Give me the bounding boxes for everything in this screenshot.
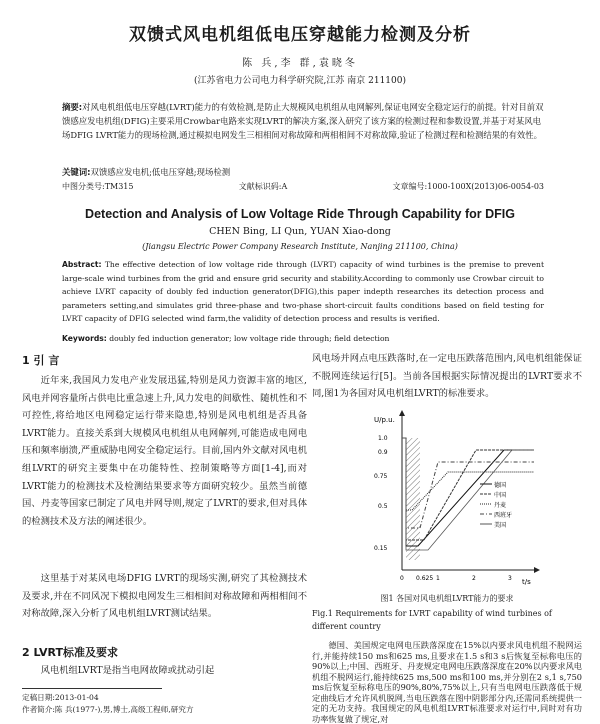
keywords-cn-label: 关键词: bbox=[62, 167, 91, 177]
y-axis-label: U/p.u. bbox=[374, 416, 395, 424]
abstract-cn-text: 对风电机组低电压穿越(LVRT)能力的有效检测,是防止大规模风电机组从电网解列,保证电网安全稳定运行的前提。针对目前双馈感应发电机组(DFIG)主要采用Crowbar电路来实现LVRT的解决方案,深入研究了该方案的检测过程和参数设置,并基于对某风电场DFIG LVRT能力的现场检测,通过模拟电网发生三相相间对称故障和两相相间不对称故障,验证了检测过程和检测结果的有效性。 bbox=[62, 102, 544, 140]
section-2-paragraph-1: 风电机组LVRT是指当电网故障或扰动引起 bbox=[40, 665, 215, 676]
keywords-cn-text: 双馈感应发电机;低电压穿越;现场检测 bbox=[90, 167, 231, 177]
y-axis-arrow bbox=[399, 410, 405, 416]
legend-label-4: 西班牙 bbox=[494, 512, 513, 519]
x-tick-2: 0.625 bbox=[416, 575, 434, 582]
article-number: 文章编号:1000-100X(2013)06-0054-03 bbox=[392, 182, 544, 191]
document-code: 文献标识码:A bbox=[238, 182, 288, 191]
received-date: 定稿日期:2013-01-04 bbox=[22, 693, 99, 702]
section-1-paragraph-1: 近年来,我国风力发电产业发展迅猛,特别是风力资源丰富的地区,风电并网容量所占供电比重急速上升,风力发电的间歇性、随机性和不可控性,将给地区电网稳定运行带来隐患,特别是风电机组是否具备LVRT能力。直接关系到大规模风电机组从电网解列,可能造成电网电压和频率崩溃,严重威胁电网安全稳定运行。目前,国内外文献对风电机组LVRT的研究主要集中在功能特性、控制策略等方面[1-4],而对LVRT能力的检测技术及检测结果要求等方面研究较少。虽然当前德国、丹麦等国家已制定了风电并网导则,规定了LVRT的要求,但对具体的检测技术及方法的阐述很少。 bbox=[22, 375, 307, 527]
abstract-cn-label: 摘要: bbox=[62, 102, 83, 112]
legend-label-3: 丹麦 bbox=[494, 502, 507, 509]
authors-en: CHEN Bing, LI Qun, YUAN Xiao-dong bbox=[209, 226, 391, 237]
abstract-en-text: The effective detection of low voltage ride through (LVRT) capacity of wind turbines is the premise to prevent large-scale wind turbines from the grid and ensure grid security and stability.According to commonly use Crowbar circuit to achieve LVRT capacity of doubly fed induction generator(DFIG),this paper indepth researches its detection process and parameters setting,and simulates grid three-phase and two-phase short-circuit faults conditions based on field testing for LVRT capacity of DFIG selected wind farm,the validity of detection process and results is verified. bbox=[62, 260, 544, 323]
figure-caption-cn: 图1 各国对风电机组LVRT能力的要求 bbox=[380, 594, 514, 603]
paper-title-en: Detection and Analysis of Low Voltage Ride Through Capability for DFIG bbox=[85, 207, 515, 221]
keywords-en bbox=[62, 334, 544, 343]
y-tick-3: 0.75 bbox=[374, 473, 388, 480]
affiliation-en: (Jiangsu Electric Power Company Research Institute, Nanjing 211100, China) bbox=[142, 242, 458, 251]
curve-usa bbox=[402, 438, 534, 550]
x-tick-3: 1 bbox=[436, 575, 440, 582]
curve-germany bbox=[402, 438, 534, 546]
legend-label-5: 美国 bbox=[494, 522, 507, 529]
y-tick-4: 0.5 bbox=[378, 503, 388, 510]
abstract-en-label: Abstract: bbox=[62, 260, 102, 269]
y-tick-5: 0.15 bbox=[374, 545, 388, 552]
figure-legend bbox=[480, 481, 512, 529]
clc-number: 中图分类号:TM315 bbox=[62, 182, 134, 191]
authors-cn: 陈 兵,李 群,袁晓冬 bbox=[242, 58, 358, 69]
legend-label-2: 中国 bbox=[494, 492, 507, 499]
legend-label-1: 德国 bbox=[494, 482, 507, 489]
curve-denmark bbox=[402, 438, 534, 510]
curve-china bbox=[402, 438, 534, 540]
right-paragraph-2: 德国、美国规定电网电压跌落深度在15%以内要求风电机组不脱网运行,并能持续150 ms和625 ms,且要求在1.5 s和3 s后恢复至标称电压的90%以上;中国、西班牙、丹麦规定电网电压跌落深度在20%以内要求风电机组不脱网运行,能持续625 ms,500 ms和100 ms,并分别在2 s,1 s,750 ms后恢复至标称电压的90%,80%,75%以上,只有当电网电压跌落低于规定曲线后才允许风机脱网,当电压跌落在图中阴影部分内,还需同系统提供一定的无功支持。我国规定的风电机组LVRT标准要求对运行中,同时对有功功率恢复做了规定,对 bbox=[312, 640, 582, 724]
x-axis-arrow bbox=[534, 567, 540, 573]
affiliation-cn: (江苏省电力公司电力科学研究院,江苏 南京 211100) bbox=[194, 76, 406, 86]
abstract-en bbox=[62, 258, 544, 326]
section-2-heading: 2 LVRT标准及要求 bbox=[22, 646, 118, 659]
x-tick-1: 0 bbox=[400, 575, 404, 582]
abstract-cn bbox=[62, 100, 544, 142]
x-axis-label: t/s bbox=[522, 578, 531, 586]
author-bio: 作者简介:陈 兵(1977-),男,博士,高级工程师,研究方 bbox=[22, 705, 194, 714]
x-tick-5: 3 bbox=[508, 575, 512, 582]
paper-title-cn: 双馈式风电机组低电压穿越能力检测及分析 bbox=[129, 25, 471, 45]
right-paragraph-1: 风电场并网点电压跌落时,在一定电压跌落范围内,风电机组能保证不脱网连续运行[5]。当前各国根据实际情况提出的LVRT要求不同,图1为各国对风电机组LVRT的标准要求。 bbox=[312, 353, 582, 400]
classification-row bbox=[62, 181, 544, 192]
x-tick-4: 2 bbox=[472, 575, 476, 582]
figure-caption-en: Fig.1 Requirements for LVRT capability of wind turbines of different country bbox=[312, 609, 552, 631]
y-tick-1: 1.0 bbox=[378, 435, 388, 442]
keywords-en-label: Keywords: bbox=[62, 334, 107, 343]
lvrt-requirement-figure bbox=[372, 410, 542, 588]
y-tick-2: 0.9 bbox=[378, 449, 388, 456]
keywords-en-text: doubly fed induction generator; low voltage ride through; field detection bbox=[109, 334, 390, 343]
curve-spain bbox=[402, 438, 534, 528]
shaded-region bbox=[406, 438, 420, 560]
keywords-cn bbox=[62, 165, 544, 179]
section-1-heading: 1 引 言 bbox=[22, 354, 60, 367]
section-1-paragraph-2: 这里基于对某风电场DFIG LVRT的现场实测,研究了其检测技术及要求,并在不同风况下模拟电网发生三相相间对称故障和两相相间不对称故障,深入分析了风电机组LVRT测试结果。 bbox=[22, 573, 307, 620]
footnote-rule bbox=[22, 688, 162, 689]
